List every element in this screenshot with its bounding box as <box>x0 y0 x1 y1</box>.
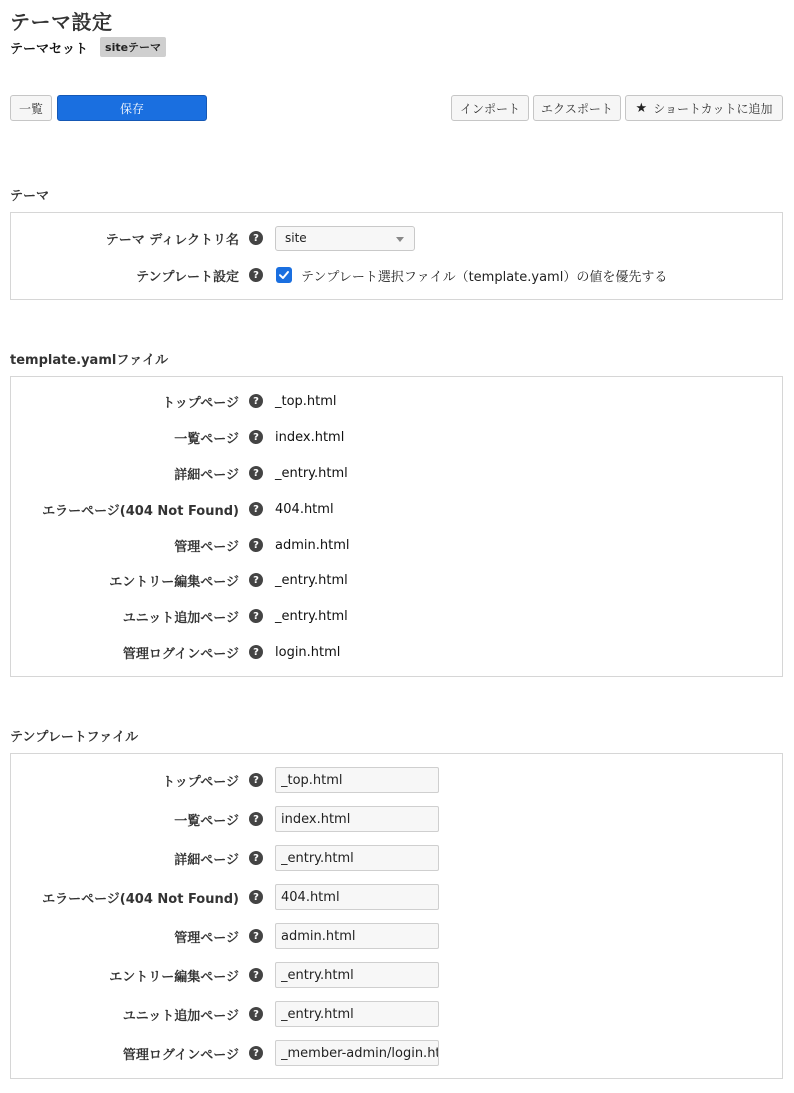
template-row <box>11 766 782 794</box>
help-icon[interactable]: ? <box>249 538 263 552</box>
template-section-title: テンプレートファイル <box>10 730 139 745</box>
help-icon[interactable]: ? <box>249 968 263 982</box>
save-button[interactable]: 保存 <box>57 95 207 121</box>
help-icon[interactable]: ? <box>249 929 263 943</box>
yaml-row-value: 404.html <box>275 501 334 517</box>
yaml-row <box>11 568 782 592</box>
help-icon[interactable]: ? <box>249 430 263 444</box>
add-shortcut-label: ショートカットに追加 <box>653 101 773 116</box>
template-row <box>11 805 782 833</box>
yaml-panel <box>10 376 783 677</box>
yaml-row-value: index.html <box>275 429 345 445</box>
help-icon[interactable]: ? <box>249 231 263 245</box>
template-row <box>11 844 782 872</box>
template-row-label: エントリー編集ページ <box>109 969 239 985</box>
yaml-row-value: _entry.html <box>275 465 348 481</box>
template-panel <box>10 753 783 1079</box>
yaml-row-label: 詳細ページ <box>174 467 239 483</box>
yaml-row-label: 管理ページ <box>174 539 239 555</box>
yaml-row-label: エントリー編集ページ <box>109 574 239 590</box>
theme-badge: siteテーマ <box>100 37 166 57</box>
help-icon[interactable]: ? <box>249 1046 263 1060</box>
help-icon[interactable]: ? <box>249 502 263 516</box>
help-icon[interactable]: ? <box>249 773 263 787</box>
template-row <box>11 961 782 989</box>
theme-directory-select[interactable] <box>275 226 415 251</box>
template-row-label: 管理ページ <box>174 930 239 946</box>
template-file-input[interactable] <box>275 1001 439 1027</box>
star-icon: ★ <box>635 100 648 116</box>
template-row <box>11 883 782 911</box>
yaml-row-label: エラーページ(404 Not Found) <box>42 503 239 519</box>
theme-directory-value: site <box>285 231 307 245</box>
help-icon[interactable]: ? <box>249 466 263 480</box>
help-icon[interactable]: ? <box>249 851 263 865</box>
template-row-label: トップページ <box>162 774 239 790</box>
theme-panel <box>10 212 783 300</box>
chevron-down-icon <box>396 237 404 242</box>
template-file-input[interactable] <box>275 884 439 910</box>
yaml-row <box>11 533 782 557</box>
yaml-row <box>11 604 782 628</box>
template-file-input[interactable] <box>275 923 439 949</box>
template-file-input[interactable] <box>275 806 439 832</box>
template-row <box>11 1039 782 1067</box>
template-priority-checkbox[interactable] <box>276 267 292 283</box>
help-icon[interactable]: ? <box>249 609 263 623</box>
template-row-label: エラーページ(404 Not Found) <box>42 891 239 907</box>
help-icon[interactable]: ? <box>249 573 263 587</box>
yaml-section-title: template.yamlファイル <box>10 353 169 368</box>
theme-directory-row <box>11 226 782 250</box>
template-row-label: 詳細ページ <box>174 852 239 868</box>
help-icon[interactable]: ? <box>249 645 263 659</box>
theme-set-heading <box>10 37 166 57</box>
yaml-row-label: 一覧ページ <box>174 431 239 447</box>
template-setting-label: テンプレート設定 <box>136 269 239 285</box>
yaml-row-value: admin.html <box>275 537 350 553</box>
help-icon[interactable]: ? <box>249 394 263 408</box>
yaml-row-label: ユニット追加ページ <box>122 610 239 626</box>
theme-section-title: テーマ <box>10 189 50 204</box>
template-file-input[interactable] <box>275 1040 439 1066</box>
add-shortcut-button[interactable] <box>625 95 783 121</box>
yaml-row-label: 管理ログインページ <box>122 646 239 662</box>
help-icon[interactable]: ? <box>249 268 263 282</box>
page-title: テーマ設定 <box>10 10 113 34</box>
template-row-label: 管理ログインページ <box>122 1047 239 1063</box>
theme-directory-label: テーマ ディレクトリ名 <box>105 232 239 248</box>
checkmark-icon <box>278 269 290 281</box>
template-priority-label[interactable]: テンプレート選択ファイル（template.yaml）の値を優先する <box>301 269 668 285</box>
template-row-label: 一覧ページ <box>174 813 239 829</box>
template-file-input[interactable] <box>275 767 439 793</box>
yaml-row-value: _top.html <box>275 393 337 409</box>
yaml-row <box>11 497 782 521</box>
yaml-row <box>11 389 782 413</box>
yaml-row-value: _entry.html <box>275 608 348 624</box>
yaml-row <box>11 640 782 664</box>
template-row <box>11 1000 782 1028</box>
export-button[interactable]: エクスポート <box>533 95 621 121</box>
template-setting-row <box>11 263 782 287</box>
yaml-row-value: _entry.html <box>275 572 348 588</box>
list-button[interactable]: 一覧 <box>10 95 52 121</box>
yaml-row <box>11 425 782 449</box>
help-icon[interactable]: ? <box>249 812 263 826</box>
yaml-row-label: トップページ <box>162 395 239 411</box>
yaml-row <box>11 461 782 485</box>
template-row <box>11 922 782 950</box>
yaml-row-value: login.html <box>275 644 341 660</box>
template-row-label: ユニット追加ページ <box>122 1008 239 1024</box>
help-icon[interactable]: ? <box>249 1007 263 1021</box>
subtitle-text: テーマセット <box>10 41 89 57</box>
import-button[interactable]: インポート <box>451 95 529 121</box>
template-file-input[interactable] <box>275 845 439 871</box>
template-file-input[interactable] <box>275 962 439 988</box>
help-icon[interactable]: ? <box>249 890 263 904</box>
